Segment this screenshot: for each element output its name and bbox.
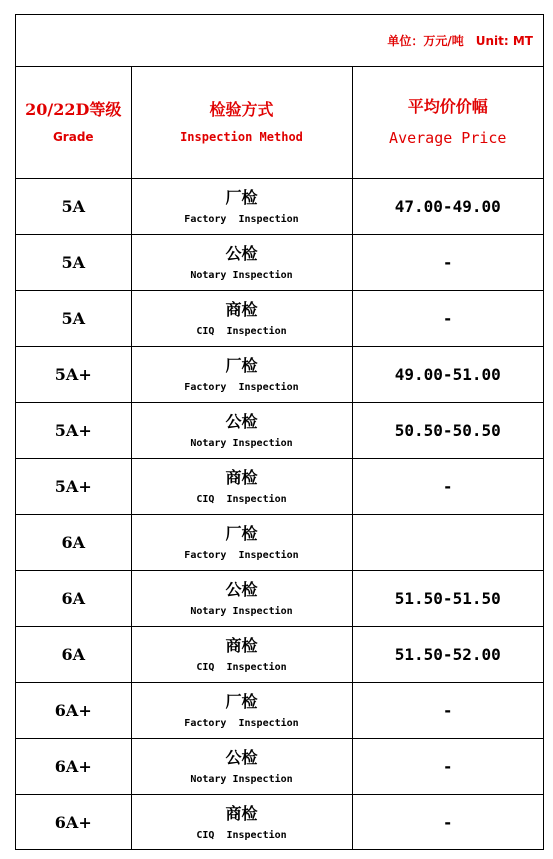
- unit-label-en: Unit: MT: [475, 34, 533, 48]
- header-method: [131, 66, 352, 178]
- method-cn: 厂检: [225, 523, 258, 543]
- method-cell: [131, 346, 352, 402]
- table-row: [16, 626, 543, 682]
- grade-cell: 5A+: [16, 346, 131, 402]
- method-cell: [131, 458, 352, 514]
- unit-label: [387, 32, 533, 49]
- table-row: [16, 346, 543, 402]
- price-cell: -: [352, 234, 543, 290]
- table-row: [16, 234, 543, 290]
- header-method-en: Inspection Method: [180, 129, 303, 144]
- method-cell: [131, 234, 352, 290]
- header-price-cn: 平均价价幅: [407, 96, 488, 116]
- method-cell: [131, 682, 352, 738]
- price-table: [16, 66, 543, 850]
- method-cn: 商检: [225, 299, 258, 319]
- method-cn: 厂检: [225, 355, 258, 375]
- grade-cell: 5A: [16, 178, 131, 234]
- grade-cell: 6A+: [16, 794, 131, 850]
- method-en: Factory Inspection: [184, 381, 299, 393]
- method-en: CIQ Inspection: [196, 661, 287, 673]
- price-cell: 49.00-51.00: [352, 346, 543, 402]
- price-cell: [352, 514, 543, 570]
- method-en: Notary Inspection: [190, 773, 293, 785]
- method-cn: 商检: [225, 467, 258, 487]
- grade-cell: 5A: [16, 290, 131, 346]
- method-cell: [131, 794, 352, 850]
- table-row: [16, 290, 543, 346]
- method-cn: 厂检: [225, 187, 258, 207]
- method-cn: 商检: [225, 803, 258, 823]
- grade-cell: 5A: [16, 234, 131, 290]
- price-cell: 50.50-50.50: [352, 402, 543, 458]
- grade-cell: 5A+: [16, 458, 131, 514]
- method-cell: [131, 402, 352, 458]
- price-table-container: [15, 14, 544, 850]
- price-cell: -: [352, 458, 543, 514]
- method-cell: [131, 514, 352, 570]
- method-en: Factory Inspection: [184, 717, 299, 729]
- price-cell: -: [352, 794, 543, 850]
- method-en: CIQ Inspection: [196, 829, 287, 841]
- table-row: [16, 458, 543, 514]
- price-cell: 51.50-52.00: [352, 626, 543, 682]
- method-cell: [131, 738, 352, 794]
- method-en: Notary Inspection: [190, 269, 293, 281]
- grade-cell: 6A+: [16, 738, 131, 794]
- price-cell: -: [352, 682, 543, 738]
- table-row: [16, 570, 543, 626]
- header-grade-cn: 20/22D等级: [25, 99, 122, 119]
- table-row: [16, 794, 543, 850]
- table-row: [16, 738, 543, 794]
- grade-cell: 6A: [16, 514, 131, 570]
- table-row: [16, 178, 543, 234]
- method-en: CIQ Inspection: [196, 325, 287, 337]
- method-cn: 公检: [225, 579, 258, 599]
- method-en: Notary Inspection: [190, 437, 293, 449]
- price-cell: -: [352, 290, 543, 346]
- table-row: [16, 514, 543, 570]
- method-cn: 公检: [225, 747, 258, 767]
- price-cell: 51.50-51.50: [352, 570, 543, 626]
- method-cell: [131, 570, 352, 626]
- price-cell: -: [352, 738, 543, 794]
- header-method-cn: 检验方式: [209, 99, 274, 119]
- method-cell: [131, 290, 352, 346]
- method-en: Factory Inspection: [184, 549, 299, 561]
- unit-label-cn: 单位：万元/吨: [387, 34, 464, 48]
- grade-cell: 5A+: [16, 402, 131, 458]
- method-cn: 公检: [225, 411, 258, 431]
- method-cn: 厂检: [225, 691, 258, 711]
- method-en: CIQ Inspection: [196, 493, 287, 505]
- grade-cell: 6A: [16, 626, 131, 682]
- table-header-row: [16, 66, 543, 178]
- header-grade-en: Grade: [52, 129, 94, 144]
- header-grade: [16, 66, 131, 178]
- unit-row: [16, 15, 543, 67]
- price-cell: 47.00-49.00: [352, 178, 543, 234]
- header-price: [352, 66, 543, 178]
- method-en: Notary Inspection: [190, 605, 293, 617]
- table-row: [16, 402, 543, 458]
- grade-cell: 6A+: [16, 682, 131, 738]
- method-cn: 公检: [225, 243, 258, 263]
- grade-cell: 6A: [16, 570, 131, 626]
- method-en: Factory Inspection: [184, 213, 299, 225]
- table-row: [16, 682, 543, 738]
- header-price-en: Average Price: [389, 128, 507, 147]
- method-cell: [131, 626, 352, 682]
- method-cell: [131, 178, 352, 234]
- method-cn: 商检: [225, 635, 258, 655]
